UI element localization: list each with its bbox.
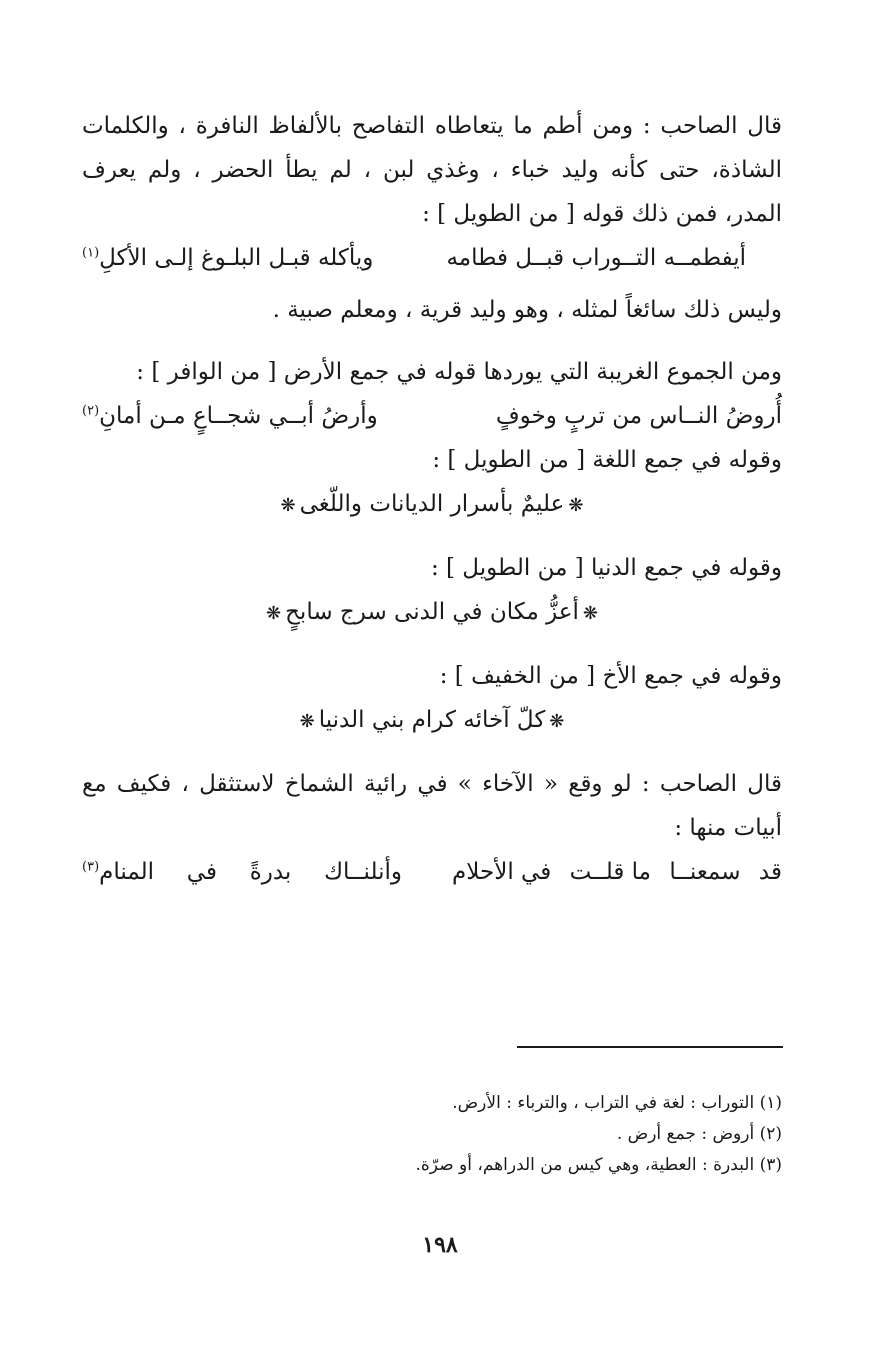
paragraph-akh: وقوله في جمع الأخ [ من الخفيف ] : [439,663,782,689]
paragraph-sahib: قال الصاحب : لو وقع « الآخاء » في رائية الشماخ لاستثقل ، فكيف مع أبيات منها : [82,771,782,841]
footnote-ref-3: (٣) [82,859,100,875]
half-line-2 [82,590,782,636]
verse-2-first-hemistich: أُروضُ النــاس من تربٍ وخوفٍ [495,403,782,429]
star-ornament: ❋ [568,495,584,516]
paragraph-lugha: وقوله في جمع اللغة [ من الطويل ] : [432,447,782,473]
page-number: ١٩٨ [422,1232,458,1258]
verse-3-last-word: المنام [99,859,155,885]
paragraph-comment: وليس ذلك سائغاً لمثله ، وهو وليد قرية ، ومعلم صبية . [272,297,782,323]
star-ornament: ❋ [549,711,565,732]
star-ornament: ❋ [582,603,598,624]
half-line-2-text: أعزُّ مكان في الدنى سرج سابحٍ [285,599,579,625]
verse-3-word: في [186,859,217,885]
verse-3-word: ما قلــت [569,859,651,885]
verse-1 [82,236,782,280]
verse-1-second-text: ويأكله قبـل البلـوغ إلـى الأكلِ [99,245,374,271]
verse-3-word: وأنلنــاك [324,859,402,885]
footnote-1: (١) التوراب : لغة في التراب ، والترباء : الأرض. [452,1093,782,1113]
verse-1-first-hemistich: أيفطمــه التــوراب قبــل فطامه [446,245,746,271]
verse-3-word [82,850,154,894]
paragraph-dunya: وقوله في جمع الدنيا [ من الطويل ] : [430,555,782,581]
paragraph-plurals: ومن الجموع الغريبة التي يوردها قوله في جمع الأرض [ من الوافر ] : [136,359,782,385]
verse-3 [82,850,782,894]
footnotes [300,1088,782,1181]
half-line-1-text: عليمٌ بأسرار الديانات واللّغى [299,491,565,517]
footnote-3: (٣) البدرة : العطية، وهي كيس من الدراهم، أو صرّة. [415,1155,782,1175]
paragraph-intro: قال الصاحب : ومن أطم ما يتعاطاه التفاصح بالألفاظ النافرة ، والكلمات الشاذة، حتى كأنه وليد خباء ، وغذي لبن ، لم يطأ الحضر ، ولم يعرف المدر، فمن ذلك قوله [ من الطويل ] : [82,113,782,227]
half-line-1 [82,482,782,528]
verse-2-second-hemistich [82,394,378,438]
page-body [82,104,782,894]
footnote-ref-1: (١) [82,245,100,261]
footnote-separator [517,1046,783,1048]
half-line-3 [82,698,782,744]
footnote-2: (٢) أروض : جمع أرض . [616,1124,782,1144]
verse-3-second-hemistich [82,850,402,894]
footnote-ref-2: (٢) [82,403,100,419]
verse-3-word: قد [758,859,782,885]
verse-1-second-hemistich [82,236,373,280]
star-ornament: ❋ [265,603,282,624]
half-line-3-text: كلّ آخائه كرام بني الدنيا [318,707,546,733]
star-ornament: ❋ [280,495,296,516]
verse-3-word: في الأحلام [452,859,552,885]
verse-2-second-text: وأرضُ أبــي شجــاعٍ مـن أمانِ [99,403,378,429]
verse-3-word: بدرةً [249,859,292,885]
verse-3-first-hemistich [452,850,782,894]
verse-2 [82,394,782,438]
star-ornament: ❋ [299,711,315,732]
verse-3-word: سمعنــا [669,859,741,885]
